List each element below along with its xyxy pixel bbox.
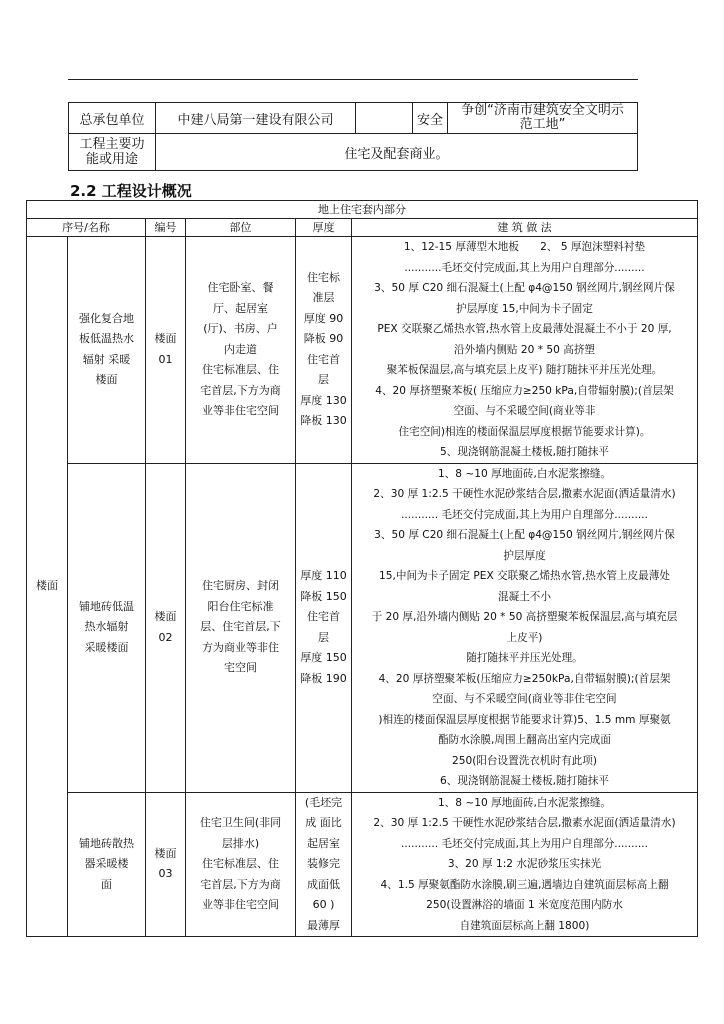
column-header: 编号 bbox=[146, 219, 186, 237]
row-name: 铺地砖散热 器采暖楼 面 bbox=[68, 792, 146, 937]
column-header: 部位 bbox=[186, 219, 296, 237]
row-thickness: 厚度 110 降板 150 住宅首 层 厚度 150 降板 190 bbox=[296, 463, 352, 792]
column-header: 厚度 bbox=[296, 219, 352, 237]
row-location: 住宅卫生间(非同 层排水) 住宅标准层、住 宅首层,下方为商 业等非住宅空间 bbox=[186, 792, 296, 937]
row-code: 楼面 03 bbox=[146, 792, 186, 937]
contractor-label: 总承包单位 bbox=[69, 103, 156, 134]
row-thickness: (毛坯完 成 面比 起居室 装修完 成面低 60 ) 最薄厚 bbox=[296, 792, 352, 937]
table-row bbox=[27, 237, 698, 464]
project-info-table bbox=[68, 102, 638, 171]
row-method: 1、8 ~10 厚地面砖,白水泥浆擦缝。 2、30 厚 1:2.5 干硬性水泥砂浆结合层,撒素水泥面(洒适量清水) ........... 毛坯交付完成面,其上为用户自理部分.......... 3、20 厚 1:2 水泥砂浆压实抹光 4、1.5 厚聚氨酯防水涂膜,刷三遍,遇墙边自建筑面层标高上翻 250(设置淋浴的墙面 1 米宽度范围内防水 自建筑面层标高上翻 1800) bbox=[352, 792, 698, 937]
column-header: 建 筑 做 法 bbox=[352, 219, 698, 237]
empty-cell bbox=[356, 103, 413, 134]
function-value: 住宅及配套商业。 bbox=[156, 134, 638, 171]
row-code: 楼面 01 bbox=[146, 237, 186, 464]
function-label: 工程主要功 能或用途 bbox=[69, 134, 156, 171]
design-table bbox=[26, 200, 698, 937]
column-header: 序号/名称 bbox=[27, 219, 146, 237]
safety-label: 安全 bbox=[413, 103, 448, 134]
row-code: 楼面 02 bbox=[146, 463, 186, 792]
table-row bbox=[27, 792, 698, 937]
safety-goal: 争创“济南市建筑安全文明示 范工地” bbox=[448, 103, 638, 134]
category-cell: 楼面 bbox=[27, 237, 68, 937]
table-title: 地上住宅套内部分 bbox=[27, 201, 698, 219]
row-location: 住宅卧室、餐 厅、起居室 (厅)、书房、户 内走道 住宅标准层、住 宅首层,下方为商 业等非住宅空间 bbox=[186, 237, 296, 464]
section-title: 2.2 工程设计概况 bbox=[70, 182, 192, 200]
row-name: 铺地砖低温 热水辐射 采暖楼面 bbox=[68, 463, 146, 792]
table-row bbox=[27, 463, 698, 792]
row-location: 住宅厨房、封闭 阳台住宅标准 层、住宅首层,下 方为商业等非住 宅空间 bbox=[186, 463, 296, 792]
header-rule bbox=[68, 79, 638, 80]
row-thickness: 住宅标 准层 厚度 90 降板 90 住宅首 层 厚度 130 降板 130 bbox=[296, 237, 352, 464]
row-name: 强化复合地 板低温热水 辐射 采暖 楼面 bbox=[68, 237, 146, 464]
contractor-value: 中建八局第一建设有限公司 bbox=[156, 103, 356, 134]
row-method: 1、8 ~10 厚地面砖,白水泥浆擦缝。 2、30 厚 1:2.5 干硬性水泥砂浆结合层,撒素水泥面(洒适量清水) ........... 毛坯交付完成面,其上为用户自理部分.......... 3、50 厚 C20 细石混凝土(上配 φ4@150 钢丝网片,钢丝网片保 护层厚度 15,中间为卡子固定 PEX 交联聚乙烯热水管,热水管上皮最薄处 混凝土不小 于 20 厚,沿外墙内侧贴 20 * 50 高挤塑聚苯板保温层,高与填充层 上皮平) 随打随抹平并压光处理。 4、20 厚挤塑聚苯板(压缩应力≥250kPa,自带辐射膜);(首层架 空面、与不采暖空间(商业等非住宅空间 )相连的楼面保温层厚度根据节能要求计算)5、1.5 mm 厚聚氨 酯防水涂膜,周围上翻高出室内完成面 250(阳台设置洗衣机时有此项) 6、现浇钢筋混凝土楼板,随打随抹平 bbox=[352, 463, 698, 792]
row-method: 1、12-15 厚薄型木地板 2、 5 厚泡沫塑料衬垫 ...........毛坯交付完成面,其上为用户自理部分......... 3、50 厚 C20 细石混凝土(上配 φ4@150 钢丝网片,钢丝网片保 护层厚度 15,中间为卡子固定 PEX 交联聚乙烯热水管,热水管上皮最薄处混凝土不小于 20 厚, 沿外墙内侧贴 20 * 50 高挤塑 聚苯板保温层,高与填充层上皮平) 随打随抹平并压光处理。 4、20 厚挤塑聚苯板( 压缩应力≥250 kPa,自带辐射膜);(首层架 空面、与不采暖空间(商业等非 住宅空间)相连的楼面保温层厚度根据节能要求计算)。 5、现浇钢筋混凝土楼板,随打随抹平 bbox=[352, 237, 698, 464]
